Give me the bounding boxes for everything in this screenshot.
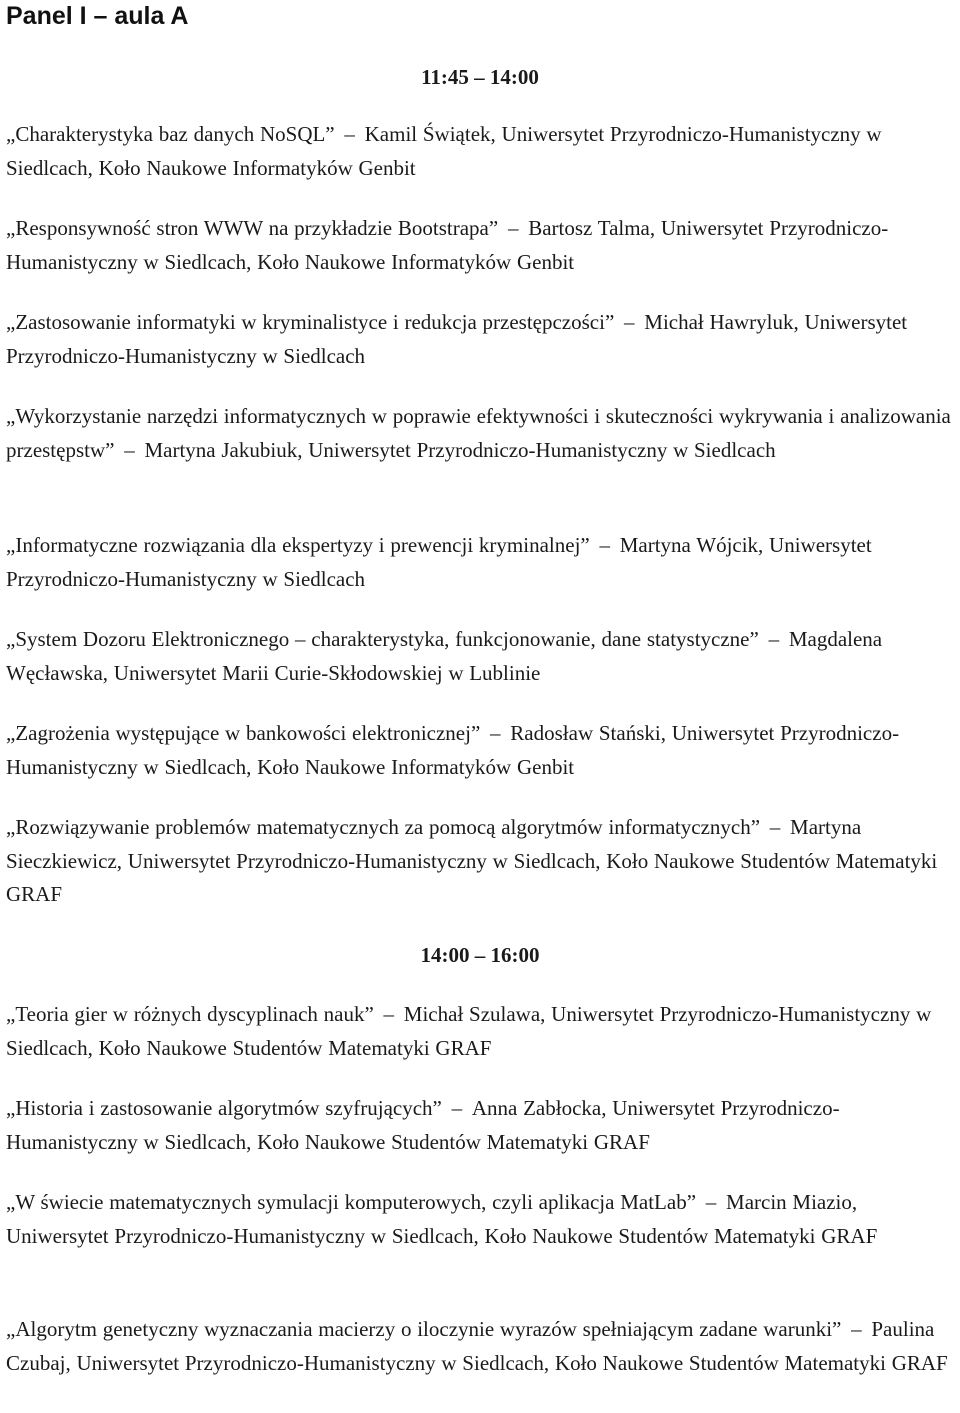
talk-speaker: Martyna Wójcik, Uniwersytet Przyrodniczo-Humanistyczny w Siedlcach <box>6 533 872 591</box>
talk-speaker: Michał Szulawa, Uniwersytet Przyrodniczo-Humanistyczny w Siedlcach, Koło Naukowe Studentów Matematyki GRAF <box>6 1002 932 1060</box>
talk-title: „Algorytm genetyczny wyznaczania macierzy o iloczynie wyrazów spełniającym zadane warunki” <box>6 1317 842 1341</box>
talk-speaker: Anna Zabłocka, Uniwersytet Przyrodniczo-Humanistyczny w Siedlcach, Koło Naukowe Studentów Matematyki GRAF <box>6 1096 840 1154</box>
talk-speaker: Marcin Miazio, Uniwersytet Przyrodniczo-Humanistyczny w Siedlcach, Koło Naukowe Studentów Matematyki GRAF <box>6 1190 878 1248</box>
talk-speaker: Bartosz Talma, Uniwersytet Przyrodniczo-Humanistyczny w Siedlcach, Koło Naukowe Informatyków Genbit <box>6 216 889 274</box>
talk-speaker: Martyna Jakubiuk, Uniwersytet Przyrodniczo-Humanistyczny w Siedlcach <box>144 437 776 462</box>
talk-speaker: Paulina Czubaj, Uniwersytet Przyrodniczo-Humanistyczny w Siedlcach, Koło Naukowe Studentów Matematyki GRAF <box>6 1317 948 1375</box>
talk-title: „Rozwiązywanie problemów matematycznych za pomocą algorytmów informatycznych” <box>6 815 761 839</box>
talk-title: „W świecie matematycznych symulacji komputerowych, czyli aplikacja MatLab” <box>6 1190 697 1214</box>
talk-title: „Responsywność stron WWW na przykładzie Bootstrapa” <box>6 216 499 240</box>
talk-entry: „Charakterystyka baz danych NoSQL” – Kamil Świątek, Uniwersytet Przyrodniczo-Humanistyczny w Siedlcach, Koło Naukowe Informatyków Genbit <box>6 122 882 180</box>
talk-speaker: Radosław Stański, Uniwersytet Przyrodniczo-Humanistyczny w Siedlcach, Koło Naukowe Informatyków Genbit <box>6 721 900 779</box>
talk-entry: „Zagrożenia występujące w bankowości elektronicznej” – Radosław Stański, Uniwersytet Przyrodniczo-Humanistyczny w Siedlcach, Koło Naukowe Informatyków Genbit <box>6 721 900 779</box>
talk-entry: „Responsywność stron WWW na przykładzie Bootstrapa” – Bartosz Talma, Uniwersytet Przyrodniczo-Humanistyczny w Siedlcach, Koło Naukowe Informatyków Genbit <box>6 216 889 274</box>
talk-entry: „Teoria gier w różnych dyscyplinach nauk” – Michał Szulawa, Uniwersytet Przyrodniczo-Humanistyczny w Siedlcach, Koło Naukowe Studentów Matematyki GRAF <box>6 1002 932 1060</box>
talk-entry: „Wykorzystanie narzędzi informatycznych w poprawie efektywności i skuteczności wykrywania i analizowania przestępstw” – Martyna Jakubiuk, Uniwersytet Przyrodniczo-Humanistyczny w Siedlcach <box>6 404 951 462</box>
talk-title: „Wykorzystanie narzędzi informatycznych w poprawie efektywności i skuteczności wykrywania i analizowania przestępstw” <box>6 404 951 462</box>
talk-entry: „Zastosowanie informatyki w kryminalistyce i redukcja przestępczości” – Michał Hawryluk, Uniwersytet Przyrodniczo-Humanistyczny w Siedlcach <box>6 310 908 368</box>
talk-entry: „System Dozoru Elektronicznego – charakterystyka, funkcjonowanie, dane statystyczne” – Magdalena Węcławska, Uniwersytet Marii Curie-Skłodowskiej w Lublinie <box>6 627 883 685</box>
talk-title: „System Dozoru Elektronicznego – charakterystyka, funkcjonowanie, dane statystyczne” <box>6 627 759 651</box>
talk-speaker: Michał Hawryluk, Uniwersytet Przyrodniczo-Humanistyczny w Siedlcach <box>6 310 908 368</box>
talk-speaker: Kamil Świątek, Uniwersytet Przyrodniczo-Humanistyczny w Siedlcach, Koło Naukowe Informatyków Genbit <box>6 122 882 180</box>
session-time: 14:00 – 16:00 <box>420 943 540 967</box>
talk-entry: „Informatyczne rozwiązania dla ekspertyzy i prewencji kryminalnej” – Martyna Wójcik, Uniwersytet Przyrodniczo-Humanistyczny w Siedlcach <box>6 533 872 591</box>
talk-title: „Charakterystyka baz danych NoSQL” <box>6 122 335 146</box>
talk-title: „Historia i zastosowanie algorytmów szyfrujących” <box>6 1096 442 1120</box>
talk-speaker: Magdalena Węcławska, Uniwersytet Marii Curie-Skłodowskiej w Lublinie <box>6 627 883 685</box>
talk-speaker: Martyna Sieczkiewicz, Uniwersytet Przyrodniczo-Humanistyczny w Siedlcach, Koło Naukowe Studentów Matematyki GRAF <box>6 815 938 907</box>
talk-entry: „Rozwiązywanie problemów matematycznych za pomocą algorytmów informatycznych” – Martyna Sieczkiewicz, Uniwersytet Przyrodniczo-Humanistyczny w Siedlcach, Koło Naukowe Studentów Matematyki GRAF <box>6 815 938 907</box>
talk-title: „Zastosowanie informatyki w kryminalistyce i redukcja przestępczości” <box>6 310 615 334</box>
panel-title: Panel I – aula A <box>6 2 189 30</box>
talk-title: „Zagrożenia występujące w bankowości elektronicznej” <box>6 721 481 745</box>
talk-title: „Informatyczne rozwiązania dla ekspertyzy i prewencji kryminalnej” <box>6 533 590 557</box>
session-time: 11:45 – 14:00 <box>421 65 539 89</box>
talk-title: „Teoria gier w różnych dyscyplinach nauk” <box>6 1002 374 1026</box>
talk-entry: „Historia i zastosowanie algorytmów szyfrujących” – Anna Zabłocka, Uniwersytet Przyrodniczo-Humanistyczny w Siedlcach, Koło Naukowe Studentów Matematyki GRAF <box>6 1096 840 1154</box>
talk-entry: „Algorytm genetyczny wyznaczania macierzy o iloczynie wyrazów spełniającym zadane warunki” – Paulina Czubaj, Uniwersytet Przyrodniczo-Humanistyczny w Siedlcach, Koło Naukowe Studentów Matematyki GRAF <box>6 1317 948 1375</box>
talk-entry: „W świecie matematycznych symulacji komputerowych, czyli aplikacja MatLab” – Marcin Miazio, Uniwersytet Przyrodniczo-Humanistyczny w Siedlcach, Koło Naukowe Studentów Matematyki GRAF <box>6 1190 878 1248</box>
